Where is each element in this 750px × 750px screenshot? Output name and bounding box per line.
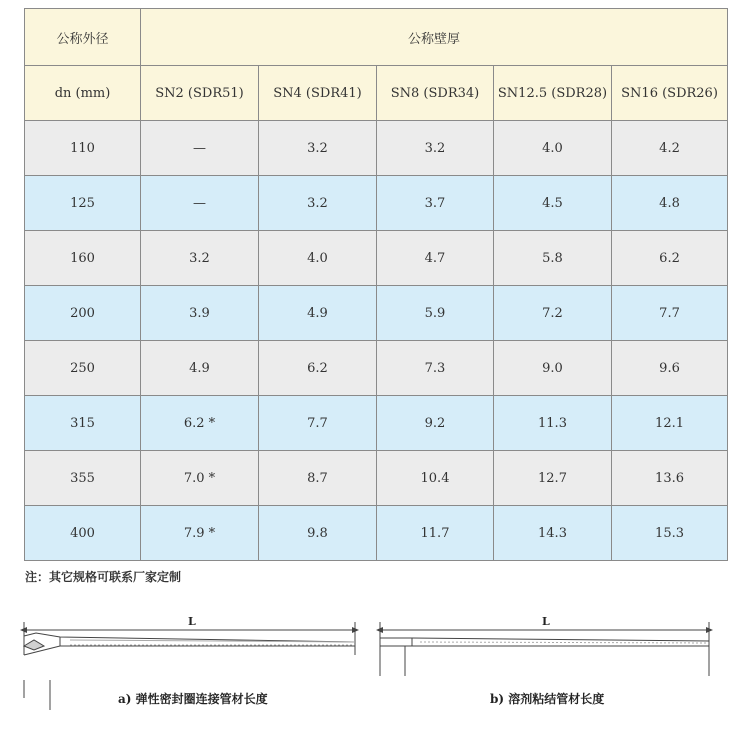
table-cell: 13.6	[612, 451, 728, 506]
table-cell: 11.7	[377, 506, 494, 561]
table-cell: 315	[25, 396, 141, 451]
table-cell: 14.3	[494, 506, 612, 561]
table-cell: 7.0 *	[141, 451, 259, 506]
table-cell: 355	[25, 451, 141, 506]
table-cell: 3.2	[141, 231, 259, 286]
table-cell: 4.9	[141, 341, 259, 396]
caption-solvent-cement-pipe: b) 溶剂粘结管材长度	[490, 692, 605, 706]
wall-thickness-table	[24, 8, 728, 561]
table-row	[25, 231, 728, 286]
table-cell: 15.3	[612, 506, 728, 561]
table-cell: 4.0	[259, 231, 377, 286]
footnote: 注：其它规格可联系厂家定制	[25, 570, 182, 584]
table-cell: 4.0	[494, 121, 612, 176]
table-cell: 4.8	[612, 176, 728, 231]
table-cell: 3.7	[377, 176, 494, 231]
table-cell: 7.2	[494, 286, 612, 341]
table-cell: 7.7	[259, 396, 377, 451]
table-cell: 7.7	[612, 286, 728, 341]
table-cell: 4.2	[612, 121, 728, 176]
table-cell: 8.7	[259, 451, 377, 506]
table-cell: 12.7	[494, 451, 612, 506]
table-cell: 110	[25, 121, 141, 176]
table-cell: 4.5	[494, 176, 612, 231]
header-sn8: SN8 (SDR34)	[377, 66, 494, 121]
table-cell: 3.9	[141, 286, 259, 341]
header-sn16: SN16 (SDR26)	[612, 66, 728, 121]
table-cell: 11.3	[494, 396, 612, 451]
header-sn2: SN2 (SDR51)	[141, 66, 259, 121]
table-row	[25, 341, 728, 396]
table-cell: 3.2	[259, 121, 377, 176]
length-label-a: L	[188, 615, 196, 628]
table-cell: 9.0	[494, 341, 612, 396]
table-cell: 6.2	[259, 341, 377, 396]
table-cell: 9.6	[612, 341, 728, 396]
table-cell: 6.2 *	[141, 396, 259, 451]
table-cell: 250	[25, 341, 141, 396]
table-cell: 4.7	[377, 231, 494, 286]
table-cell: —	[141, 176, 259, 231]
plain-pipe-drawing	[376, 622, 713, 676]
table-cell: 125	[25, 176, 141, 231]
length-label-b: L	[542, 615, 550, 628]
table-cell: 3.2	[259, 176, 377, 231]
header-nominal-wall-thickness: 公称壁厚	[141, 9, 728, 66]
table-cell: 160	[25, 231, 141, 286]
table-cell: 7.9 *	[141, 506, 259, 561]
table-row	[25, 396, 728, 451]
table-row	[25, 121, 728, 176]
table-row	[25, 176, 728, 231]
table-header-row-2	[25, 66, 728, 121]
caption-elastic-seal-pipe: a) 弹性密封圈连接管材长度	[118, 692, 268, 706]
table-cell: 7.3	[377, 341, 494, 396]
table-cell: 5.9	[377, 286, 494, 341]
header-nominal-outer-diameter: 公称外径	[25, 9, 141, 66]
table-row	[25, 451, 728, 506]
table-cell: 6.2	[612, 231, 728, 286]
table-cell: 9.2	[377, 396, 494, 451]
header-sn4: SN4 (SDR41)	[259, 66, 377, 121]
table-row	[25, 286, 728, 341]
header-dn: dn (mm)	[25, 66, 141, 121]
table-cell: 9.8	[259, 506, 377, 561]
table-row	[25, 506, 728, 561]
table-header-row-1	[25, 9, 728, 66]
pipe-length-diagram	[0, 600, 750, 750]
table-cell: 400	[25, 506, 141, 561]
table-cell: 10.4	[377, 451, 494, 506]
table-cell: 12.1	[612, 396, 728, 451]
table-cell: 3.2	[377, 121, 494, 176]
table-cell: —	[141, 121, 259, 176]
table-cell: 4.9	[259, 286, 377, 341]
table-cell: 5.8	[494, 231, 612, 286]
header-sn12-5: SN12.5 (SDR28)	[494, 66, 612, 121]
table-cell: 200	[25, 286, 141, 341]
